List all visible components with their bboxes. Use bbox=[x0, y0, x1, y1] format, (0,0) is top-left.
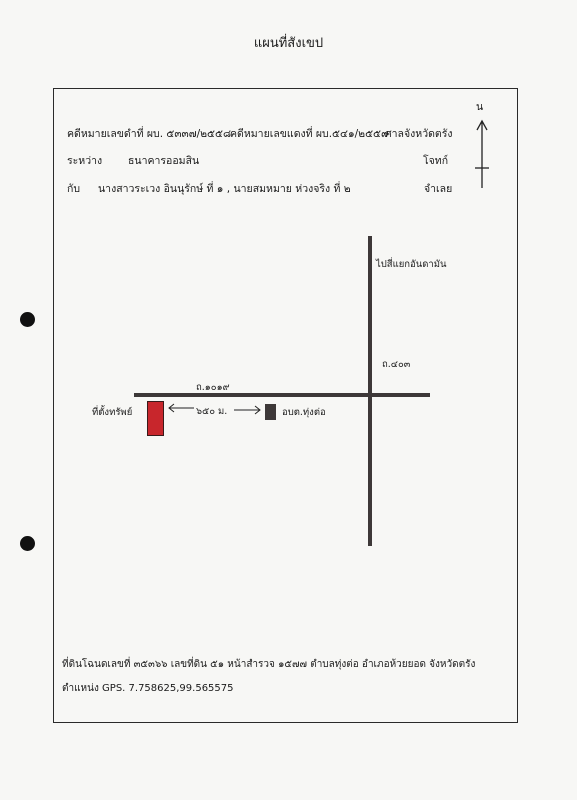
road-vertical bbox=[368, 236, 372, 546]
with-label: กับ bbox=[67, 183, 81, 195]
defendant-role: จำเลย bbox=[424, 183, 453, 195]
north-label: น bbox=[476, 101, 484, 113]
defendants: นางสาวระเวง อินนุรักษ์ ที่ ๑ , นายสมหมาย ห่วงจริง ที่ ๒ bbox=[98, 183, 351, 195]
between-label: ระหว่าง bbox=[67, 155, 103, 167]
road-vertical-label: ถ.๔๐๓ bbox=[382, 359, 411, 370]
road-destination-label: ไปสี่แยกอันดามัน bbox=[376, 259, 447, 270]
road-horizontal bbox=[134, 393, 430, 397]
plaintiff-role: โจทก์ bbox=[423, 155, 449, 167]
land-info: ที่ดินโฉนดเลขที่ ๓๕๓๖๖ เลขที่ดิน ๕๑ หน้าสำรวจ ๑๕๗๗ ตำบลทุ่งต่อ อำเภอห้วยยอด จังหวัดตรัง bbox=[62, 659, 476, 670]
office-label: อบต.ทุ่งต่อ bbox=[282, 407, 326, 418]
property-label: ที่ตั้งทรัพย์ bbox=[92, 407, 133, 418]
road-horizontal-label: ถ.๑๐๑๙ bbox=[196, 382, 230, 393]
office-marker bbox=[265, 404, 276, 420]
plaintiff-name: ธนาคารออมสิน bbox=[128, 155, 200, 167]
distance-label: ๖๕๐ ม. bbox=[196, 406, 228, 417]
binder-hole-bottom bbox=[20, 536, 35, 551]
court-name: ศาลจังหวัดตรัง bbox=[385, 128, 453, 140]
black-case-number: คดีหมายเลขดำที่ ผบ. ๕๓๓๗/๒๕๕๘ bbox=[67, 128, 232, 140]
property-marker bbox=[147, 401, 164, 436]
page-title: แผนที่สังเขป bbox=[253, 36, 324, 51]
red-case-number: คดีหมายเลขแดงที่ ผบ.๕๔๑/๒๕๕๙ bbox=[230, 128, 389, 140]
gps-location: ตำแหน่ง GPS. 7.758625,99.565575 bbox=[62, 683, 234, 694]
binder-hole-top bbox=[20, 312, 35, 327]
north-arrow-icon bbox=[472, 118, 492, 190]
